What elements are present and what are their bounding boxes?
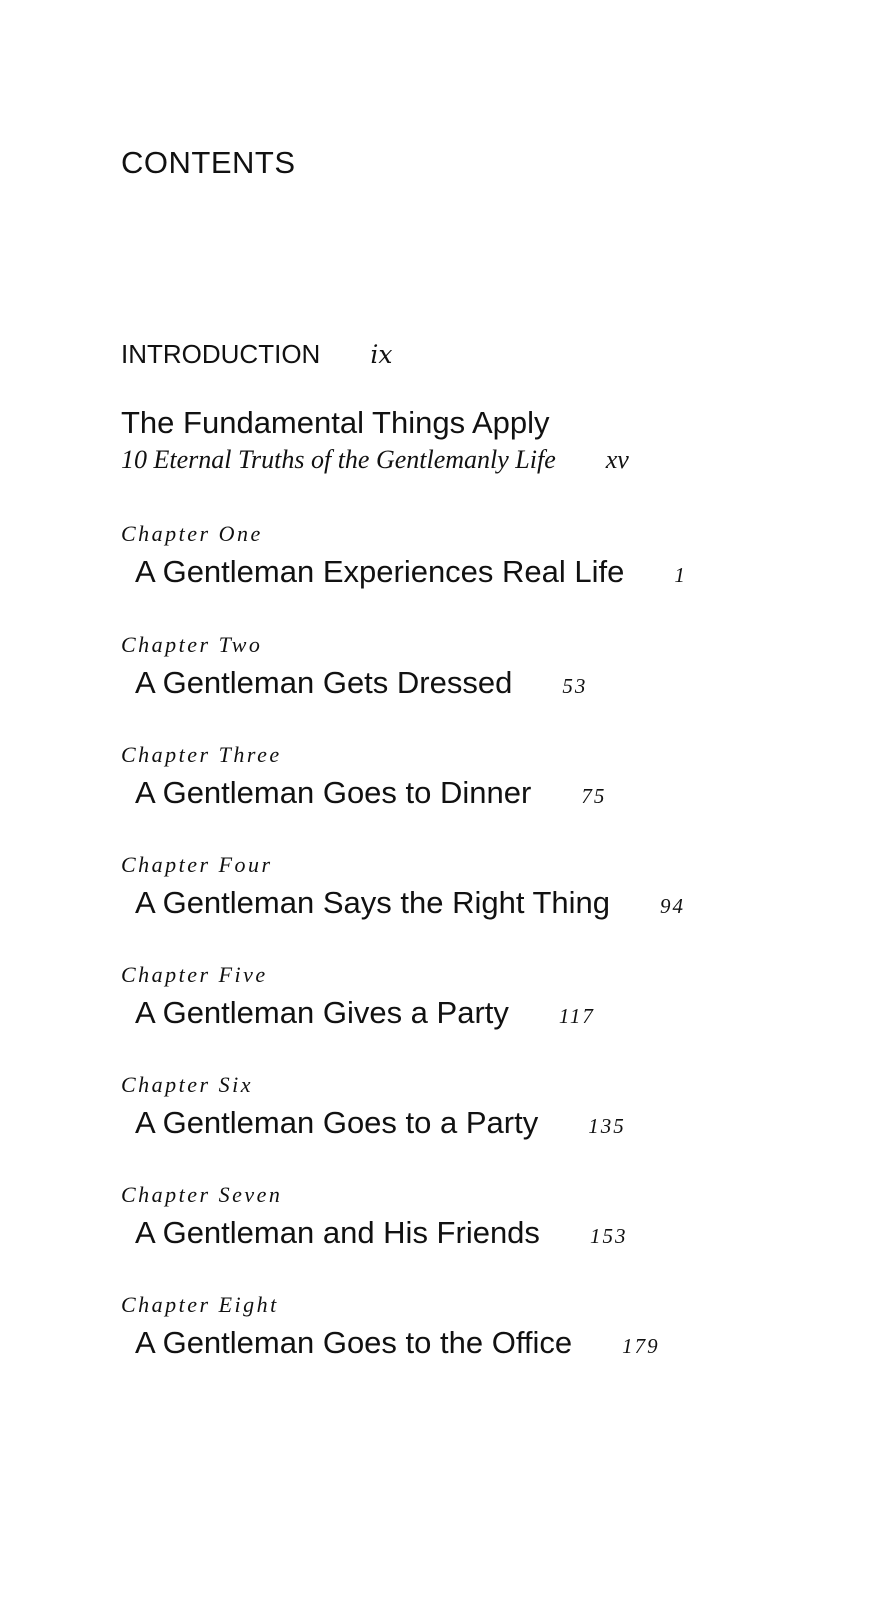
chapter-title-line: [135, 1326, 660, 1360]
toc-entry-chapter-seven: [121, 1183, 627, 1250]
chapter-label: Chapter Eight: [121, 1292, 279, 1317]
chapter-title-line: [135, 1216, 627, 1250]
chapter-title-line: [135, 996, 595, 1030]
chapter-page-number: 117: [558, 1004, 595, 1029]
toc-entry-chapter-three: [121, 743, 606, 810]
toc-entry-fundamental: [121, 406, 629, 475]
chapter-page-number: 75: [581, 784, 607, 809]
chapter-title: A Gentleman and His Friends: [135, 1215, 540, 1251]
chapter-label: Chapter Three: [121, 742, 282, 767]
toc-entry-introduction: [121, 340, 392, 369]
chapter-label: Chapter Two: [121, 632, 263, 657]
toc-entry-chapter-eight: [121, 1293, 660, 1360]
fundamental-subtitle: 10 Eternal Truths of the Gentlemanly Life: [121, 445, 556, 475]
page-title: CONTENTS: [121, 145, 296, 180]
chapter-page-number: 1: [674, 563, 687, 588]
chapter-page-number: 135: [588, 1114, 626, 1139]
chapter-page-number: 179: [622, 1334, 660, 1359]
chapter-title: A Gentleman Goes to Dinner: [135, 775, 532, 811]
toc-entry-chapter-six: [121, 1073, 626, 1140]
chapter-title-line: [135, 666, 587, 700]
chapter-title: A Gentleman Gives a Party: [135, 995, 509, 1031]
chapter-title: A Gentleman Says the Right Thing: [135, 885, 611, 921]
introduction-page-number: ix: [370, 340, 393, 369]
chapter-title-line: [135, 555, 687, 589]
chapter-title-line: [135, 886, 685, 920]
chapter-label: Chapter Seven: [121, 1182, 283, 1207]
chapter-page-number: 53: [562, 674, 588, 699]
toc-entry-chapter-five: [121, 963, 595, 1030]
chapter-title: A Gentleman Experiences Real Life: [135, 554, 625, 590]
introduction-label: INTRODUCTION: [121, 339, 321, 369]
chapter-title: A Gentleman Goes to the Office: [135, 1325, 573, 1361]
chapter-title-line: [135, 776, 606, 810]
chapter-label: Chapter One: [121, 521, 263, 546]
fundamental-subtitle-line: [121, 446, 629, 475]
chapter-page-number: 94: [660, 894, 686, 919]
chapter-title-line: [135, 1106, 626, 1140]
chapter-title: A Gentleman Gets Dressed: [135, 665, 513, 701]
toc-entry-chapter-two: [121, 633, 587, 700]
toc-entry-chapter-one: [121, 522, 687, 589]
chapter-page-number: 153: [589, 1224, 628, 1249]
chapter-label: Chapter Five: [121, 962, 268, 987]
chapter-label: Chapter Four: [121, 852, 273, 877]
toc-entry-chapter-four: [121, 853, 685, 920]
chapter-title: A Gentleman Goes to a Party: [135, 1105, 539, 1141]
chapter-label: Chapter Six: [121, 1072, 253, 1097]
fundamental-page-number: xv: [605, 445, 629, 475]
fundamental-title: The Fundamental Things Apply: [121, 405, 550, 440]
